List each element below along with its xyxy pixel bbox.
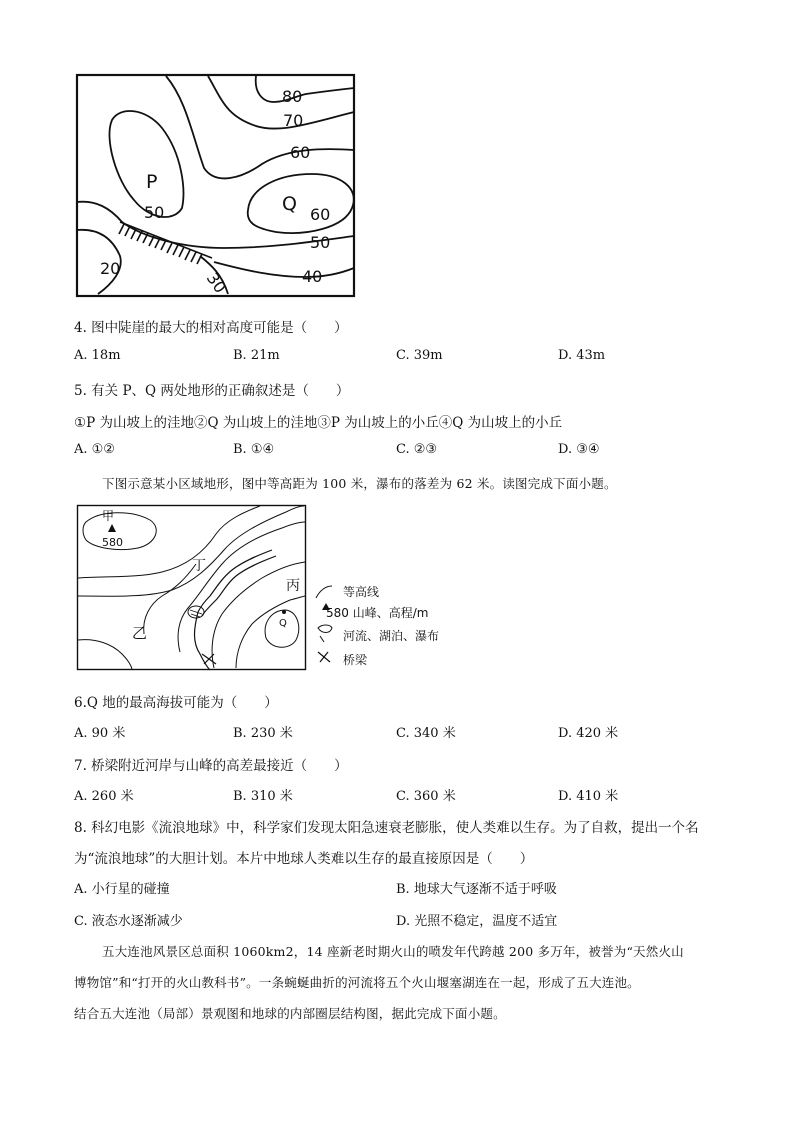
q7-option-b[interactable]: B. 310 米 <box>233 789 293 804</box>
q7-option-d[interactable]: D. 410 米 <box>558 789 619 804</box>
intro-paragraph-3-line-3: 结合五大连池（局部）景观图和地球的内部圈层结构图，据此完成下面小题。 <box>74 1006 506 1021</box>
intro-paragraph-2: 下图示意某小区域地形，图中等高距为 100 米，瀑布的落差为 62 米。读图完成下面小题。 <box>102 476 617 491</box>
contour-label-20: 20 <box>100 259 121 278</box>
map2-legend-symbols <box>312 580 342 664</box>
map2-label-yi: 乙 <box>132 624 148 642</box>
q5-option-d[interactable]: D. ③④ <box>558 442 600 457</box>
q4-option-b[interactable]: B. 21m <box>233 348 280 363</box>
q5-option-b[interactable]: B. ①④ <box>233 442 275 457</box>
q4-option-d[interactable]: D. 43m <box>558 348 606 363</box>
q8-option-c[interactable]: C. 液态水逐渐减少 <box>74 914 183 929</box>
contour-label-40: 40 <box>302 267 323 286</box>
map2-label-q: Q <box>279 618 287 629</box>
contour-label-60-q: 60 <box>310 205 331 224</box>
q6-option-b[interactable]: B. 230 米 <box>233 726 293 741</box>
q4-option-a[interactable]: A. 18m <box>74 348 121 363</box>
intro-paragraph-3-line-1: 五大连池风景区总面积 1060km2，14 座新老时期火山的喷发年代跨越 200 多万年，被誉为“天然火山 <box>102 944 684 959</box>
q7-option-c[interactable]: C. 360 米 <box>396 789 456 804</box>
map2-peak-elevation: 580 <box>102 536 123 549</box>
map2-label-jia: 甲 <box>102 509 115 523</box>
question-6-text: 6.Q 地的最高海拔可能为（ ） <box>74 695 278 711</box>
q6-option-d[interactable]: D. 420 米 <box>558 726 619 741</box>
q7-option-a[interactable]: A. 260 米 <box>74 789 134 804</box>
q8-option-d[interactable]: D. 光照不稳定，温度不适宜 <box>396 914 558 929</box>
contour-map-2 <box>76 504 308 672</box>
question-5-statements: ①P 为山坡上的洼地②Q 为山坡上的洼地③P 为山坡上的小丘④Q 为山坡上的小丘 <box>74 415 563 431</box>
contour-label-80: 80 <box>282 87 303 106</box>
q8-option-b[interactable]: B. 地球大气逐渐不适于呼吸 <box>396 882 557 897</box>
question-8-line-2: 为“流浪地球”的大胆计划。本片中地球人类难以生存的最直接原因是（ ） <box>74 851 534 867</box>
intro-paragraph-3-line-2: 博物馆”和“打开的火山教科书”。一条蜿蜒曲折的河流将五个火山堰塞湖连在一起，形成了五大连池。 <box>74 975 640 990</box>
q5-option-c[interactable]: C. ②③ <box>396 442 438 457</box>
q5-option-a[interactable]: A. ①② <box>74 442 115 457</box>
contour-label-50-p: 50 <box>144 203 165 222</box>
contour-label-50: 50 <box>310 233 331 252</box>
contour-label-60: 60 <box>290 143 311 162</box>
contour-map-1 <box>74 72 358 300</box>
legend-water: 河流、湖泊、瀑布 <box>343 629 440 643</box>
legend-bridge: 桥梁 <box>343 653 368 667</box>
question-4-text: 4. 图中陡崖的最大的相对高度可能是（ ） <box>74 320 348 336</box>
legend-peak: 580 山峰、高程/m <box>326 606 429 620</box>
map2-label-ding: 丁 <box>192 558 206 574</box>
q6-option-a[interactable]: A. 90 米 <box>74 726 126 741</box>
map-label-q: Q <box>282 193 297 215</box>
legend-contour: 等高线 <box>343 585 380 599</box>
q6-option-c[interactable]: C. 340 米 <box>396 726 456 741</box>
contour-label-70: 70 <box>283 111 304 130</box>
question-7-text: 7. 桥梁附近河岸与山峰的高差最接近（ ） <box>74 758 348 774</box>
question-5-text: 5. 有关 P、Q 两处地形的正确叙述是（ ） <box>74 383 350 399</box>
map2-label-bing: 丙 <box>286 578 300 594</box>
map-label-p: P <box>146 171 158 193</box>
question-8-line-1: 8. 科幻电影《流浪地球》中，科学家们发现太阳急速衰老膨胀，使人类难以生存。为了自救，提出一个名 <box>74 820 699 836</box>
q4-option-c[interactable]: C. 39m <box>396 348 443 363</box>
q8-option-a[interactable]: A. 小行星的碰撞 <box>74 882 170 897</box>
contour-label-30: 30 <box>202 269 230 297</box>
